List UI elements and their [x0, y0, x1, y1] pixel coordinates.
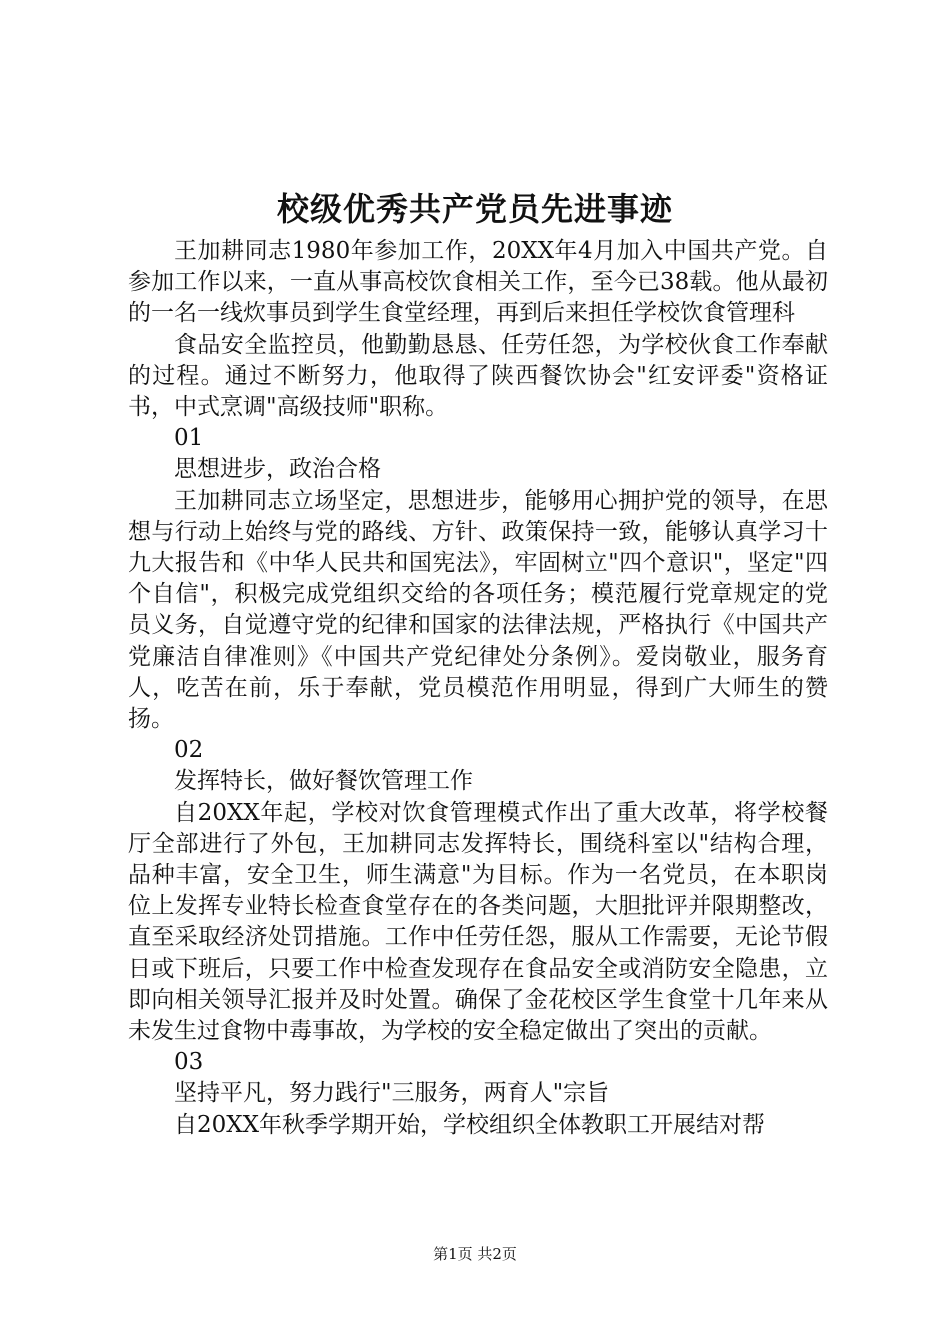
section-heading-1: 思想进步，政治合格: [174, 456, 381, 483]
section-heading-3: 坚持平凡，努力践行"三服务，两育人"宗旨: [174, 1080, 610, 1107]
section-number-2: 02: [174, 737, 204, 764]
section-number-1: 01: [174, 425, 204, 452]
section-paragraph-3: 自20XX年秋季学期开始，学校组织全体教职工开展结对帮: [174, 1111, 766, 1138]
document-body: [128, 236, 828, 1141]
intro-paragraph-1: 王加耕同志1980年参加工作，20XX年4月加入中国共产党。自参加工作以来，一直从事高校饮食相关工作，至今已38载。他从最初的一名一线炊事员到学生食堂经理，再到后来担任学校饮食管理科: [128, 238, 828, 327]
section-paragraph-1: 王加耕同志立场坚定，思想进步，能够用心拥护党的领导，在思想与行动上始终与党的路线、方针、政策保持一致，能够认真学习十九大报告和《中华人民共和国宪法》，牢固树立"四个意识"，坚定"四个自信"，积极完成党组织交给的各项任务；模范履行党章规定的党员义务，自觉遵守党的纪律和国家的法律法规，严格执行《中国共产党廉洁自律准则》《中国共产党纪律处分条例》。爱岗敬业，服务育人，吃苦在前，乐于奉献，党员模范作用明显，得到广大师生的赞扬。: [128, 487, 828, 733]
section-number-3: 03: [174, 1049, 204, 1076]
intro-paragraph-2: 食品安全监控员，他勤勤恳恳、任劳任怨，为学校伙食工作奉献的过程。通过不断努力，他取得了陕西餐饮协会"红安评委"资格证书，中式烹调"高级技师"职称。: [128, 331, 828, 421]
page-footer: 第1页 共2页: [433, 1245, 517, 1263]
section-heading-2: 发挥特长，做好餐饮管理工作: [174, 768, 473, 795]
section-paragraph-2: 自20XX年起，学校对饮食管理模式作出了重大改革，将学校餐厅全部进行了外包，王加耕同志发挥特长，围绕科室以"结构合理，品种丰富，安全卫生，师生满意"为目标。作为一名党员，在本职岗位上发挥专业特长检查食堂存在的各类问题，大胆批评并限期整改，直至采取经济处罚措施。工作中任劳任怨，服从工作需要，无论节假日或下班后，只要工作中检查发现存在食品安全或消防安全隐患，立即向相关领导汇报并及时处置。确保了金花校区学生食堂十几年来从未发生过食物中毒事故，为学校的安全稳定做出了突出的贡献。: [128, 799, 828, 1045]
page-title: 校级优秀共产党员先进事迹: [276, 190, 673, 228]
